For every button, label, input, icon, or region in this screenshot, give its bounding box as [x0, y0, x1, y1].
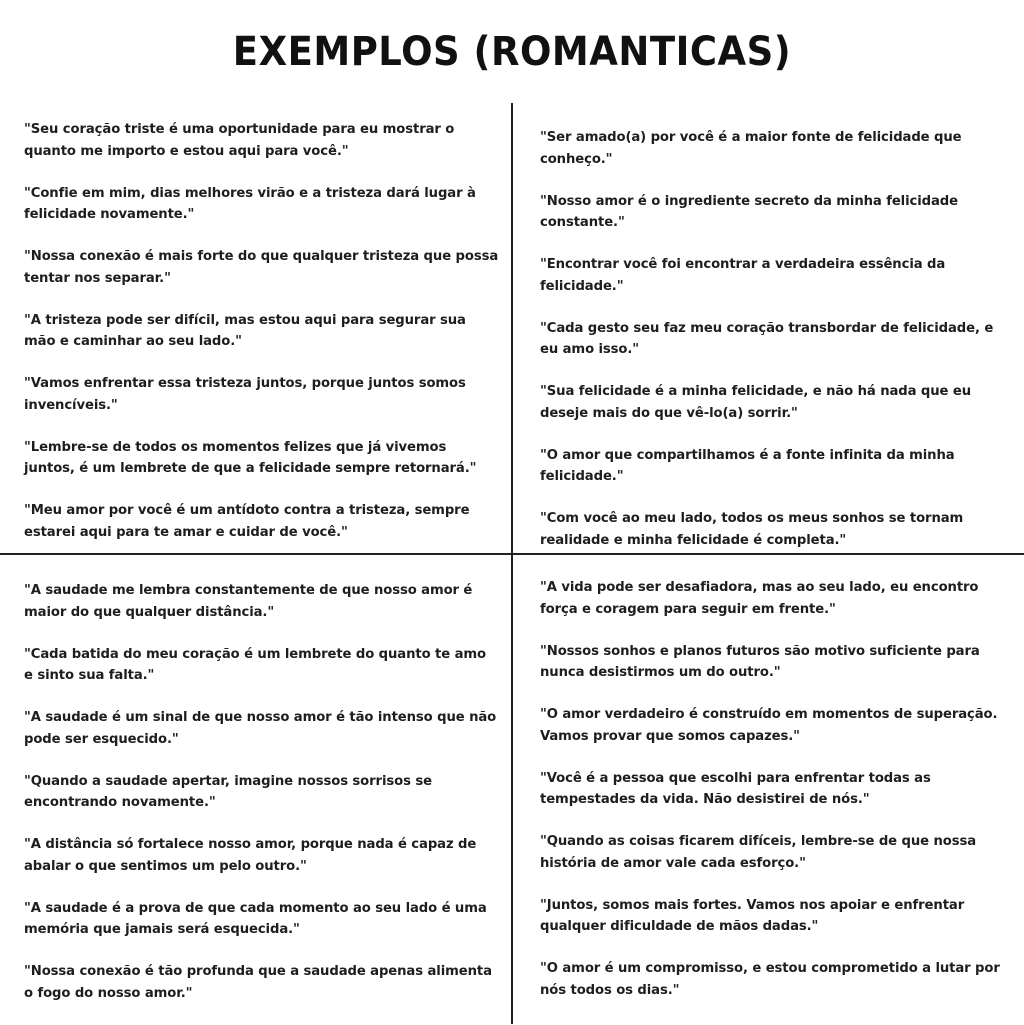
quadrant-bottom-left [24, 580, 499, 1025]
quote-item: "Vamos enfrentar essa tristeza juntos, porque juntos somos invencíveis." [24, 376, 466, 413]
quote-item: "A vida pode ser desafiadora, mas ao seu lado, eu encontro força e coragem para seguir em frente." [540, 580, 979, 617]
vertical-divider [511, 103, 513, 1024]
quadrant-top-right [540, 127, 1010, 572]
quote-item: "Ser amado(a) por você é a maior fonte de felicidade que conheço." [540, 130, 962, 167]
quote-item: "A saudade me lembra constantemente de que nosso amor é maior do que qualquer distância." [24, 583, 473, 620]
quote-item: "O amor verdadeiro é construído em momentos de superação. Vamos provar que somos capazes." [540, 707, 998, 744]
quote-item: "Nossos sonhos e planos futuros são motivo suficiente para nunca desistirmos um do outro." [540, 643, 980, 680]
quote-item: "Cada gesto seu faz meu coração transbordar de felicidade, e eu amo isso." [540, 320, 994, 357]
quadrant-top-left [24, 119, 499, 564]
quote-item: "Sua felicidade é a minha felicidade, e não há nada que eu deseje mais do que vê-lo(a) sorrir." [540, 384, 972, 421]
quote-item: "Quando a saudade apertar, imagine nossos sorrisos se encontrando novamente." [24, 773, 432, 810]
quote-item: "Cada batida do meu coração é um lembrete do quanto te amo e sinto sua falta." [24, 646, 486, 683]
quote-item: "Quando as coisas ficarem difíceis, lembre-se de que nossa história de amor vale cada esforço." [540, 834, 977, 871]
quote-item: "A saudade é a prova de que cada momento ao seu lado é uma memória que jamais será esquecida." [24, 900, 487, 937]
page-title: EXEMPLOS (ROMANTICAS) [232, 28, 792, 75]
quote-item: "Nossa conexão é mais forte do que qualquer tristeza que possa tentar nos separar." [24, 249, 499, 286]
quote-item: "Juntos, somos mais fortes. Vamos nos apoiar e enfrentar qualquer dificuldade de mãos dadas." [540, 897, 965, 934]
quote-item: "A tristeza pode ser difícil, mas estou aqui para segurar sua mão e caminhar ao seu lado." [24, 312, 466, 349]
quote-item: "O amor que compartilhamos é a fonte infinita da minha felicidade." [540, 447, 955, 484]
quote-item: "Lembre-se de todos os momentos felizes que já vivemos juntos, é um lembrete de que a felicidade sempre retornará." [24, 439, 477, 476]
quote-item: "A distância só fortalece nosso amor, porque nada é capaz de abalar o que sentimos um pelo outro." [24, 837, 477, 874]
quote-item: "O amor é um compromisso, e estou comprometido a lutar por nós todos os dias." [540, 961, 1000, 998]
quote-item: "Você é a pessoa que escolhi para enfrentar todas as tempestades da vida. Não desistirei de nós." [540, 770, 931, 807]
quote-item: "Seu coração triste é uma oportunidade para eu mostrar o quanto me importo e estou aqui para você." [24, 122, 455, 159]
quadrant-bottom-right [540, 577, 1010, 1022]
quote-item: "Nossa conexão é tão profunda que a saudade apenas alimenta o fogo do nosso amor." [24, 964, 492, 1001]
quote-item: "Nosso amor é o ingrediente secreto da minha felicidade constante." [540, 193, 958, 230]
quote-item: "Meu amor por você é um antídoto contra a tristeza, sempre estarei aqui para te amar e cuidar de você." [24, 503, 470, 540]
quote-item: "A saudade é um sinal de que nosso amor é tão intenso que não pode ser esquecido." [24, 710, 497, 747]
quote-item: "Com você ao meu lado, todos os meus sonhos se tornam realidade e minha felicidade é completa." [540, 511, 964, 548]
quote-item: "Confie em mim, dias melhores virão e a tristeza dará lugar à felicidade novamente." [24, 185, 476, 222]
quote-item: "Encontrar você foi encontrar a verdadeira essência da felicidade." [540, 257, 946, 294]
